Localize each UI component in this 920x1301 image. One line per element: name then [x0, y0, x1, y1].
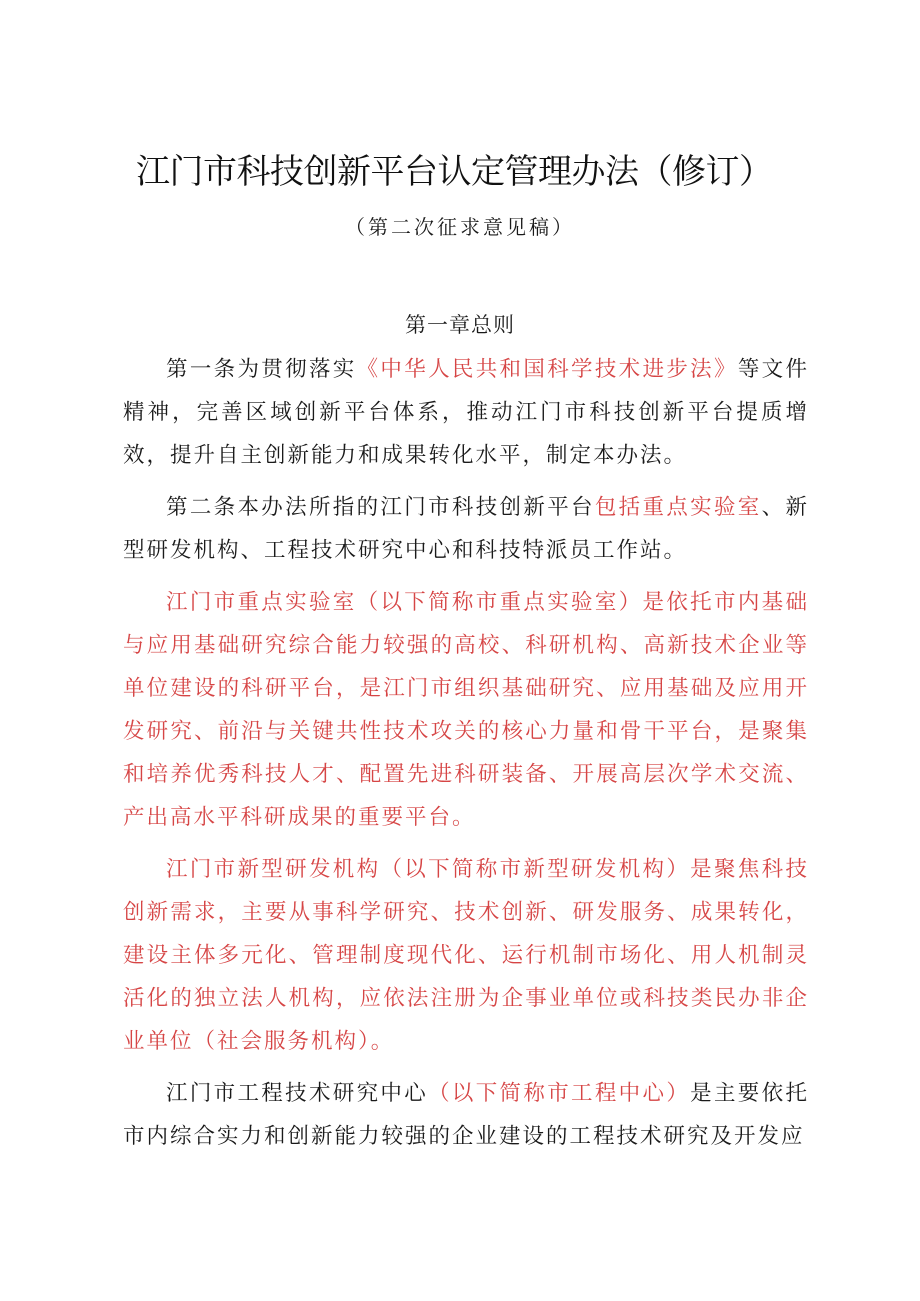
paragraph-article-1 [123, 348, 809, 477]
paragraph-engineering-center [123, 1072, 809, 1158]
document-subtitle: （第二次征求意见稿） [345, 215, 575, 239]
revision-highlight: 江门市重点实验室（以下简称市重点实验室）是依托市内基础与应用基础研究综合能力较强的高校、科研机构、高新技术企业等单位建设的科研平台，是江门市组织基础研究、应用基础及应用开发研究、前沿与关键共性技术攻关的核心力量和骨干平台，是聚集和培养优秀科技人才、配置先进科研装备、开展高层次学术交流、产出高水平科研成果的重要平台。 [123, 590, 809, 830]
paragraph-key-laboratory [123, 581, 809, 839]
revision-highlight: （以下简称市工程中心） [428, 1081, 691, 1106]
text-segment: 等文件精神，完善区域创新平台体系，推动江门市科技创新平台提质增效，提升自主创新能力和成果转化水平，制定本办法。 [123, 357, 809, 468]
text-segment: 江门市工程技术研究中心 [166, 1081, 429, 1106]
text-segment: 是主要依托市内综合实力和创新能力较强的企业建设的工程技术研究及开发应 [123, 1081, 809, 1149]
chapter-heading: 第一章总则 [405, 313, 515, 337]
document-body [123, 348, 809, 1167]
revision-highlight: 包括重点实验室 [594, 495, 762, 520]
text-segment: 第一条为贯彻落实 [166, 357, 357, 382]
document-title: 江门市科技创新平台认定管理办法（修订） [136, 152, 773, 192]
revision-highlight: 江门市新型研发机构（以下简称市新型研发机构）是聚焦科技创新需求，主要从事科学研究、技术创新、研发服务、成果转化，建设主体多元化、管理制度现代化、运行机制市场化、用人机制灵活化的独立法人机构，应依法注册为企事业单位或科技类民办非企业单位（社会服务机构）。 [123, 857, 809, 1054]
law-title-highlight: 《中华人民共和国科学技术进步法》 [356, 357, 738, 382]
paragraph-new-rd-institution [123, 848, 809, 1063]
text-segment: 、新型研发机构、工程技术研究中心和科技特派员工作站。 [123, 495, 809, 563]
text-segment: 第二条本办法所指的江门市科技创新平台 [166, 495, 595, 520]
paragraph-article-2 [123, 486, 809, 572]
